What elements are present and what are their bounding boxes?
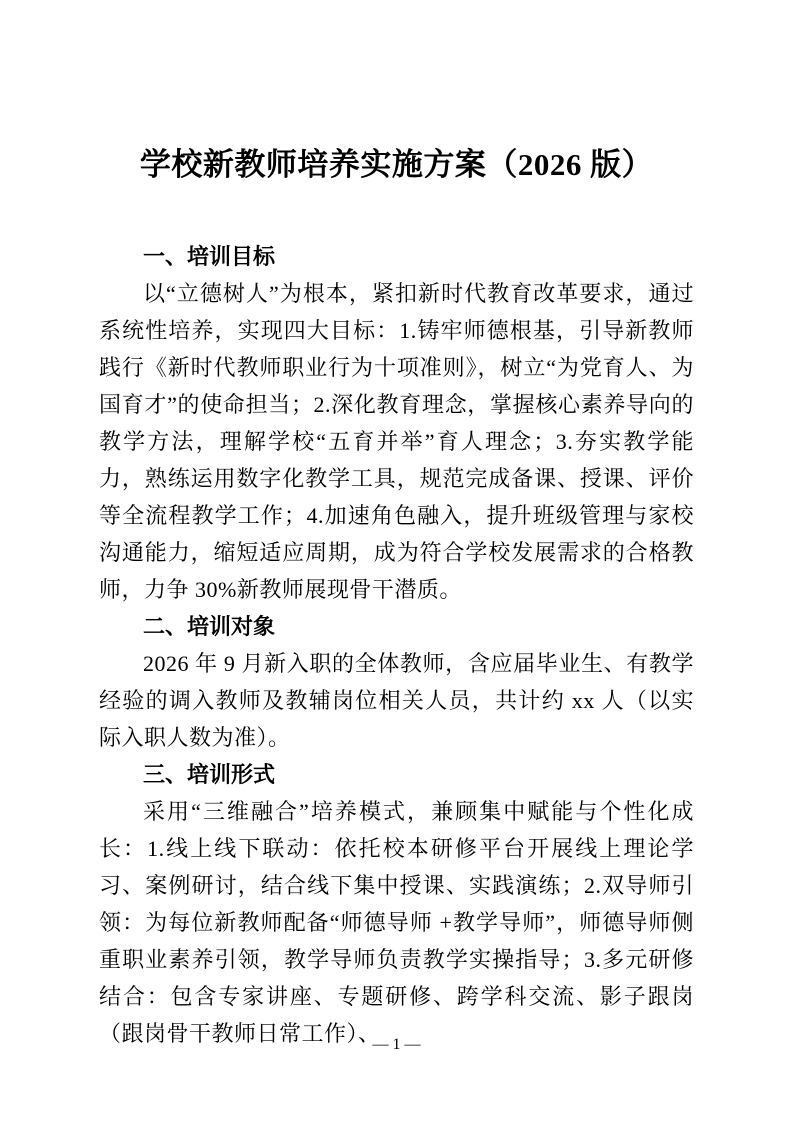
paragraph-goals: 以“立德树人”为根本，紧扣新时代教育改革要求，通过系统性培养，实现四大目标：1.铸牢师德根基，引导新教师践行《新时代教师职业行为十项准则》，树立“为党育人、为国育才”的使命担当；2.深化教育理念，掌握核心素养导向的教学方法，理解学校“五育并举”育人理念；3.夯实教学能力，熟练运用数字化教学工具，规范完成备课、授课、评价等全流程教学工作；4.加速角色融入，提升班级管理与家校沟通能力，缩短适应周期，成为符合学校发展需求的合格教师，力争 30%新教师展现骨干潜质。 xyxy=(99,281,694,602)
document-content xyxy=(99,0,694,1052)
document-title: 学校新教师培养实施方案（2026 版） xyxy=(139,147,654,182)
section-training-goals xyxy=(99,238,694,608)
paragraph-format: 采用“三维融合”培养模式，兼顾集中赋能与个性化成长：1.线上线下联动：依托校本研修平台开展线上理论学习、案例研讨，结合线下集中授课、实践演练；2.双导师引领：为每位新教师配备“师德导师 +教学导师”，师德导师侧重职业素养引领，教学导师负责教学实操指导；3.多元研修结合：包含专家讲座、专题研修、跨学科交流、影子跟岗（跟岗骨干教师日常工作）、 xyxy=(99,799,694,1046)
section-heading-goals: 一、培训目标 xyxy=(143,244,276,269)
section-heading-format: 三、培训形式 xyxy=(143,762,276,787)
paragraph-audience: 2026 年 9 月新入职的全体教师，含应届毕业生、有教学经验的调入教师及教辅岗位相关人员，共计约 xx 人（以实际入职人数为准）。 xyxy=(99,651,694,750)
section-heading-audience: 二、培训对象 xyxy=(143,614,276,639)
page-number: — 1 — xyxy=(372,1036,421,1053)
section-training-audience xyxy=(99,608,694,756)
section-training-format xyxy=(99,756,694,1052)
